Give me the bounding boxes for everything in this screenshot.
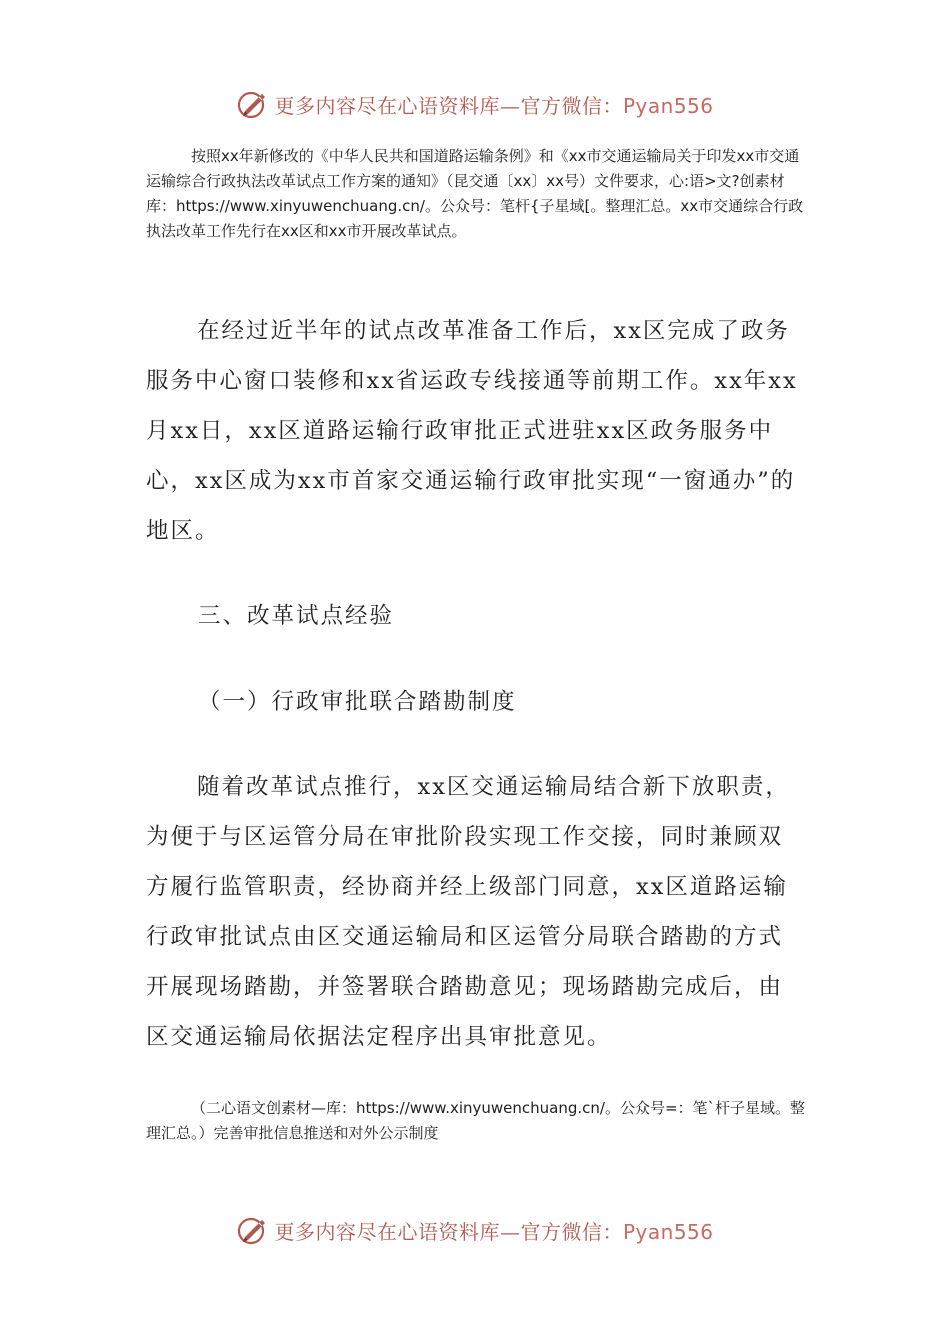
pen-logo-icon <box>236 1213 270 1247</box>
banner-separator: — <box>499 1219 521 1244</box>
banner-handle: Pyan556 <box>622 93 714 118</box>
banner-label: 官方微信： <box>520 1219 623 1244</box>
intro-paragraph: 按照xx年新修改的《中华人民共和国道路运输条例》和《xx市交通运输局关于印发xx市交通运输综合行政执法改革试点工作方案的通知》（昆交通〔xx〕xx号）文件要求，心:语>文?创素材库：https://www.xinyuwenchuang.cn/。公众号：笔杆{子星域[。整理汇总。xx市交通综合行政执法改革工作先行在xx区和xx市开展改革试点。 <box>146 147 804 240</box>
note-paragraph: （二心语文创素材—库：https://www.xinyuwenchuang.cn/。公众号=：笔`杆子星域。整理汇总。）完善审批信息推送和对外公示制度 <box>146 1099 806 1142</box>
banner-handle: Pyan556 <box>622 1219 714 1244</box>
progress-paragraph: 在经过近半年的试点改革准备工作后，xx区完成了政务服务中心窗口装修和xx省运政专线接通等前期工作。xx年xx月xx日，xx区道路运输行政审批正式进驻xx区政务服务中心，xx区成为xx市首家交通运输行政审批实现“一窗通办”的地区。 <box>146 318 798 544</box>
banner-title: 更多内容尽在心语资料库 <box>274 1219 500 1244</box>
pen-logo-icon <box>236 87 270 121</box>
banner-text <box>274 90 713 119</box>
footer-banner <box>0 1210 950 1250</box>
joint-survey-paragraph: 随着改革试点推行，xx区交通运输局结合新下放职责，为便于与区运管分局在审批阶段实现工作交接，同时兼顾双方履行监管职责，经协商并经上级部门同意，xx区道路运输行政审批试点由区交通运输局和区运管分局联合踏勘的方式开展现场踏勘，并签署联合踏勘意见；现场踏勘完成后，由区交通运输局依据法定程序出具审批意见。 <box>146 774 790 1050</box>
header-banner <box>0 84 950 124</box>
section-heading: 三、改革试点经验 <box>198 603 395 629</box>
banner-label: 官方微信： <box>520 93 623 118</box>
banner-title: 更多内容尽在心语资料库 <box>274 93 500 118</box>
subsection-heading: （一）行政审批联合踏勘制度 <box>198 689 517 715</box>
banner-text <box>274 1216 713 1245</box>
banner-separator: — <box>499 93 521 118</box>
